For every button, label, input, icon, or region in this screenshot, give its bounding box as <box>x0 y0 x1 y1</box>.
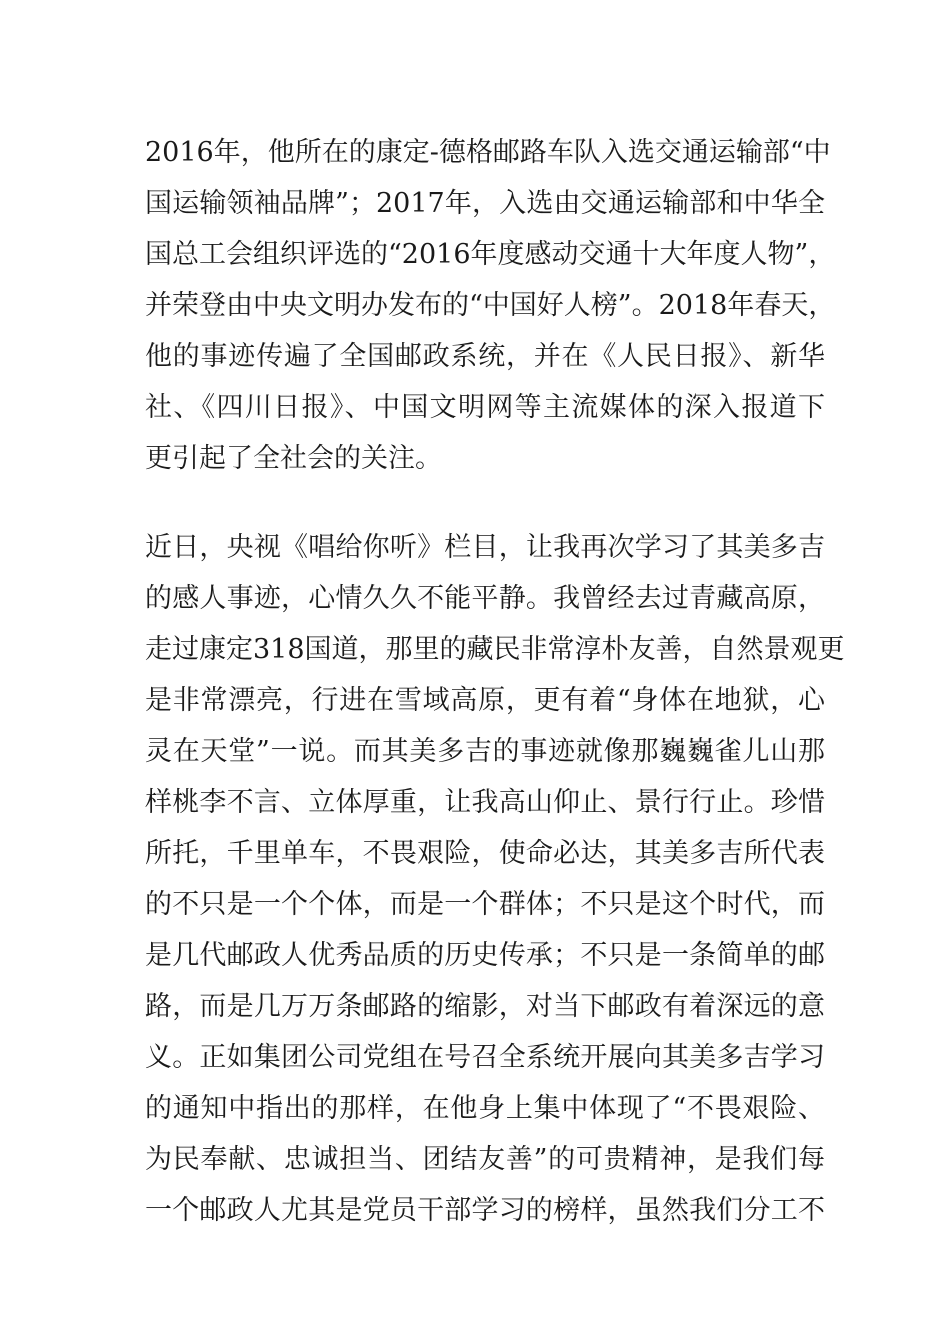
text-line: 样桃李不言、立体厚重，让我高山仰止、景行行止。珍惜 <box>145 787 825 818</box>
text-line: 的通知中指出的那样，在他身上集中体现了“不畏艰险、 <box>145 1093 825 1124</box>
text-line: 并荣登由中央文明办发布的“中国好人榜”。2018年春天， <box>145 290 836 321</box>
text-line: 是几代邮政人优秀品质的历史传承；不只是一条简单的邮 <box>145 940 825 971</box>
text-line: 是非常漂亮，行进在雪域高原，更有着“身体在地狱，心 <box>145 685 825 716</box>
text-line: 近日，央视《唱给你听》栏目，让我再次学习了其美多吉 <box>145 532 825 563</box>
paragraph-1 <box>145 127 836 484</box>
text-line: 为民奉献、忠诚担当、团结友善”的可贵精神，是我们每 <box>145 1144 825 1175</box>
text-line: 走过康定318国道，那里的藏民非常淳朴友善，自然景观更 <box>145 634 845 665</box>
text-line: 他的事迹传遍了全国邮政系统，并在《人民日报》、新华 <box>145 341 825 372</box>
text-line: 路，而是几万万条邮路的缩影，对当下邮政有着深远的意 <box>145 991 825 1022</box>
text-line: 所托，千里单车，不畏艰险，使命必达，其美多吉所代表 <box>145 838 825 869</box>
text-line: 一个邮政人尤其是党员干部学习的榜样，虽然我们分工不 <box>145 1195 825 1226</box>
text-line: 社、《四川日报》、中国文明网等主流媒体的深入报道下 <box>145 392 825 423</box>
text-line: 义。正如集团公司党组在号召全系统开展向其美多吉学习 <box>145 1042 825 1073</box>
text-line: 国总工会组织评选的“2016年度感动交通十大年度人物”， <box>145 239 836 270</box>
text-line: 更引起了全社会的关注。 <box>145 443 442 474</box>
text-line: 国运输领袖品牌”；2017年，入选由交通运输部和中华全 <box>145 188 825 219</box>
text-line: 的感人事迹，心情久久不能平静。我曾经去过青藏高原， <box>145 583 825 614</box>
text-line: 2016年，他所在的康定-德格邮路车队入选交通运输部“中 <box>145 137 831 168</box>
paragraph-2 <box>145 522 845 1236</box>
text-line: 的不只是一个个体，而是一个群体；不只是这个时代，而 <box>145 889 825 920</box>
text-line: 灵在天堂”一说。而其美多吉的事迹就像那巍巍雀儿山那 <box>145 736 825 767</box>
